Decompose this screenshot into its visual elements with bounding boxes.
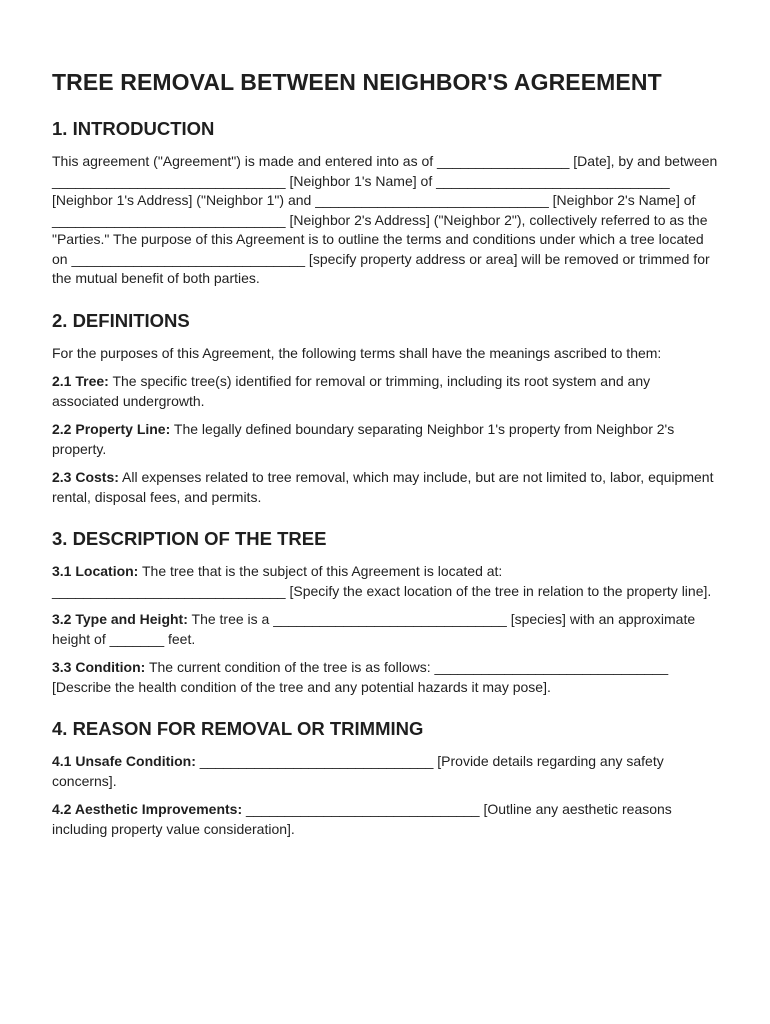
definition-label: 2.2 Property Line: — [52, 421, 171, 437]
description-text: The tree that is the subject of this Agreement is located at: ______________________________ [Specify the exact location of the tree in relation to the property line]. — [52, 563, 712, 599]
description-label: 3.1 Location: — [52, 563, 139, 579]
reason-item-unsafe — [52, 752, 720, 791]
definitions-intro: For the purposes of this Agreement, the following terms shall have the meanings ascribed to them: — [52, 344, 662, 361]
introduction-paragraph: This agreement ("Agreement") is made and entered into as of _________________ [Date], by and between ______________________________ [Neighbor 1's Name] of ______________________________ [Neighbor 1's Address] ("Neighbor 1") and ______________________________ [Neighbor 2's Name] of ______________________________ [Neighbor 2's Address] ("Neighbor 2"), collectively referred to as the "Parties." The purpose of this Agreement is to outline the terms and conditions under which a tree located on ______________________________ [specify property address or area] will be removed or trimmed for the mutual benefit of both parties. — [52, 153, 718, 286]
description-label: 3.3 Condition: — [52, 659, 146, 675]
description-text: The tree is a ______________________________ [species] with an approximate height of _______ feet. — [52, 611, 700, 647]
description-item-location — [52, 562, 720, 601]
reason-text: ______________________________ [Provide details regarding any safety concerns]. — [52, 753, 668, 789]
definition-item-costs — [52, 468, 720, 507]
section-heading-introduction: 1. INTRODUCTION — [52, 118, 215, 139]
section-definitions — [52, 309, 720, 508]
reason-label: 4.2 Aesthetic Improvements: — [52, 801, 243, 817]
reason-item-aesthetic — [52, 800, 720, 839]
definition-label: 2.1 Tree: — [52, 373, 109, 389]
description-item-condition — [52, 658, 720, 697]
definition-text: All expenses related to tree removal, which may include, but are not limited to, labor, equipment rental, disposal fees, and permits. — [52, 469, 718, 505]
definition-label: 2.3 Costs: — [52, 469, 119, 485]
description-item-type-height — [52, 610, 720, 649]
section-heading-description: 3. DESCRIPTION OF THE TREE — [52, 528, 327, 549]
document-title: TREE REMOVAL BETWEEN NEIGHBOR'S AGREEMENT — [52, 69, 662, 95]
section-reason — [52, 717, 720, 839]
section-introduction — [52, 117, 720, 289]
section-description — [52, 527, 720, 697]
description-text: The current condition of the tree is as follows: ______________________________ [Describe the health condition of the tree and any potential hazards it may pose]. — [52, 659, 673, 695]
reason-label: 4.1 Unsafe Condition: — [52, 753, 196, 769]
section-heading-reason: 4. REASON FOR REMOVAL OR TRIMMING — [52, 718, 424, 739]
definition-item-property-line — [52, 420, 720, 459]
document-page — [52, 66, 720, 859]
reason-text: ______________________________ [Outline any aesthetic reasons including property value consideration]. — [52, 801, 676, 837]
description-label: 3.2 Type and Height: — [52, 611, 188, 627]
definition-item-tree — [52, 372, 720, 411]
definition-text: The specific tree(s) identified for removal or trimming, including its root system and any associated undergrowth. — [52, 373, 655, 409]
section-heading-definitions: 2. DEFINITIONS — [52, 309, 190, 331]
definition-text: The legally defined boundary separating Neighbor 1's property from Neighbor 2's property. — [52, 421, 679, 457]
